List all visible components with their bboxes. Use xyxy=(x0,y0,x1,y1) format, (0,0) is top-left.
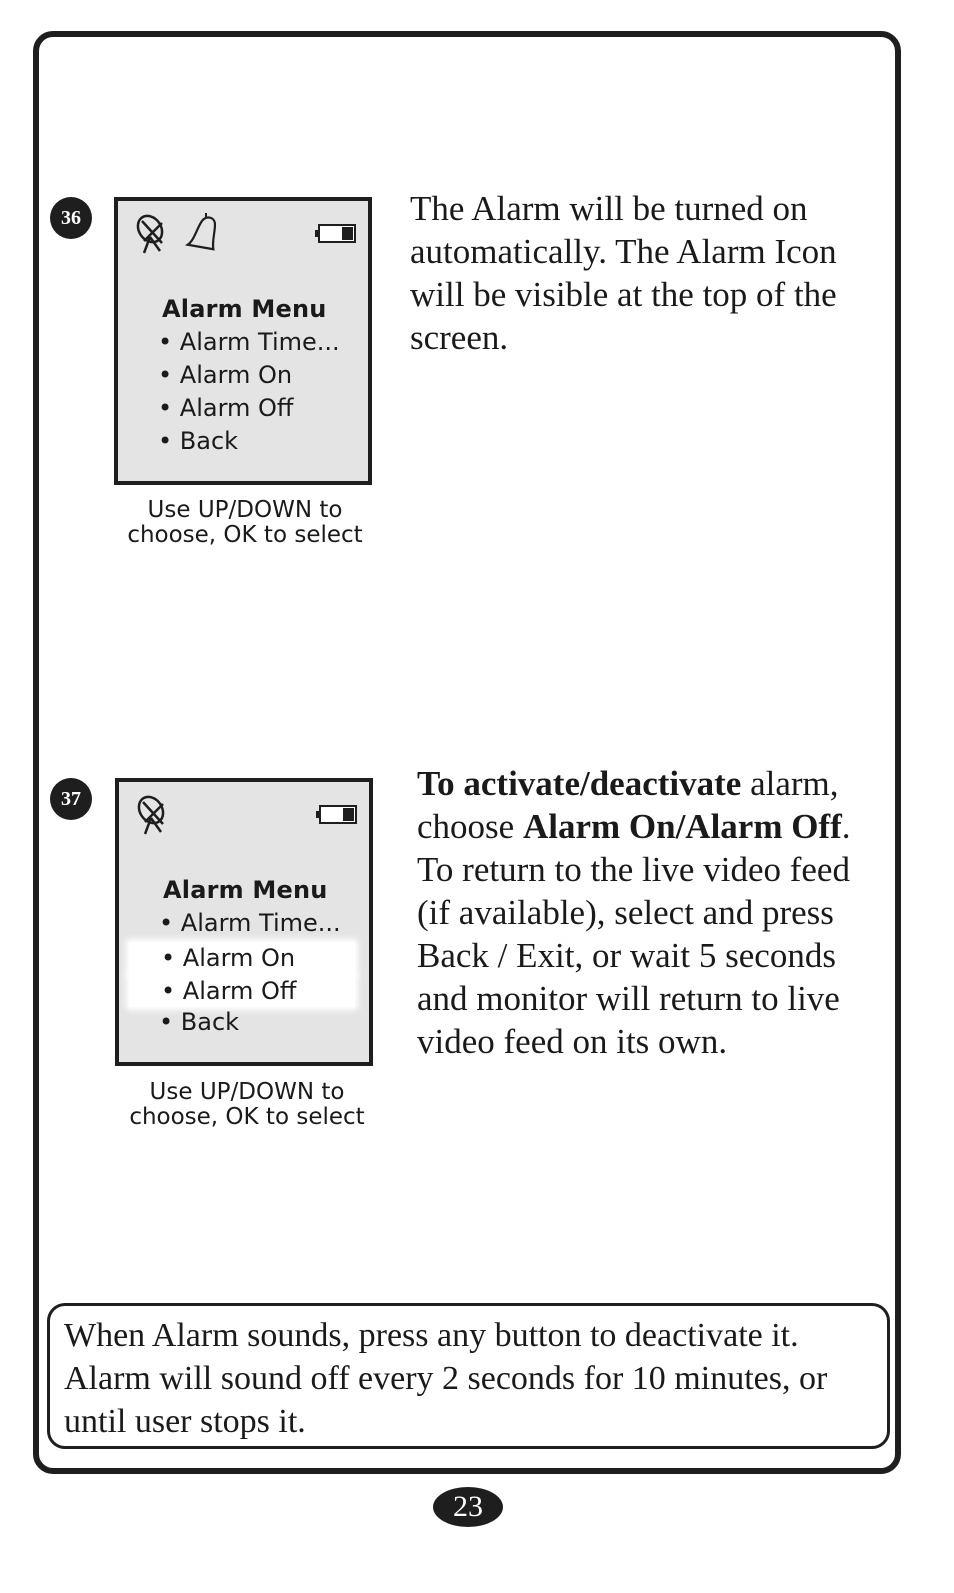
satellite-antenna-icon xyxy=(135,794,171,836)
text-fragment-2: . To return to the live video feed (if available), select and press Back / Exit, or wait 5 seconds and monitor will return to live video feed on its own. xyxy=(417,807,851,1061)
note-text: When Alarm sounds, press any button to deactivate it. Alarm will sound off every 2 seconds for 10 minutes, or until user stops it. xyxy=(64,1317,828,1440)
step-36-text: The Alarm will be turned on automatically. The Alarm Icon will be visible at the top of the screen. xyxy=(410,189,837,357)
step-badge-37: 37 xyxy=(50,778,92,820)
battery-icon xyxy=(314,223,358,245)
menu-item-alarm-off: • Alarm Off xyxy=(158,394,294,422)
bell-icon xyxy=(184,211,220,255)
screen-step-36 xyxy=(114,197,372,485)
caption-line-1: Use UP/DOWN to xyxy=(147,497,343,523)
menu-item-alarm-on: • Alarm On xyxy=(158,361,293,389)
step-badge-36: 36 xyxy=(50,197,92,239)
menu-item-alarm-on-highlighted: • Alarm On xyxy=(129,942,355,974)
caption-line-2: choose, OK to select xyxy=(129,1104,365,1130)
bold-phrase-activate: To activate/deactivate xyxy=(417,764,742,803)
menu-title: Alarm Menu xyxy=(163,876,328,904)
screen-step-37 xyxy=(115,778,373,1066)
note-box xyxy=(47,1303,890,1449)
page-number: 23 xyxy=(433,1487,503,1527)
caption-line-2: choose, OK to select xyxy=(127,522,363,548)
step-37-text xyxy=(417,762,877,1063)
menu-item-alarm-time: • Alarm Time... xyxy=(159,909,341,937)
caption-step-36 xyxy=(100,498,390,548)
satellite-antenna-icon xyxy=(134,213,170,255)
caption-line-1: Use UP/DOWN to xyxy=(149,1079,345,1105)
status-icons xyxy=(133,792,363,838)
menu-item-alarm-off-highlighted: • Alarm Off xyxy=(129,975,355,1007)
menu-title: Alarm Menu xyxy=(162,295,327,323)
menu-item-back: • Back xyxy=(159,1008,240,1036)
menu-item-alarm-time: • Alarm Time... xyxy=(158,328,340,356)
battery-icon xyxy=(315,804,359,826)
text-fragment-1: alarm, choose xyxy=(417,764,839,846)
bold-phrase-alarm-on-off: Alarm On/Alarm Off xyxy=(522,807,842,846)
menu-item-back: • Back xyxy=(158,427,239,455)
status-icons xyxy=(132,211,362,257)
caption-step-37 xyxy=(102,1080,392,1130)
